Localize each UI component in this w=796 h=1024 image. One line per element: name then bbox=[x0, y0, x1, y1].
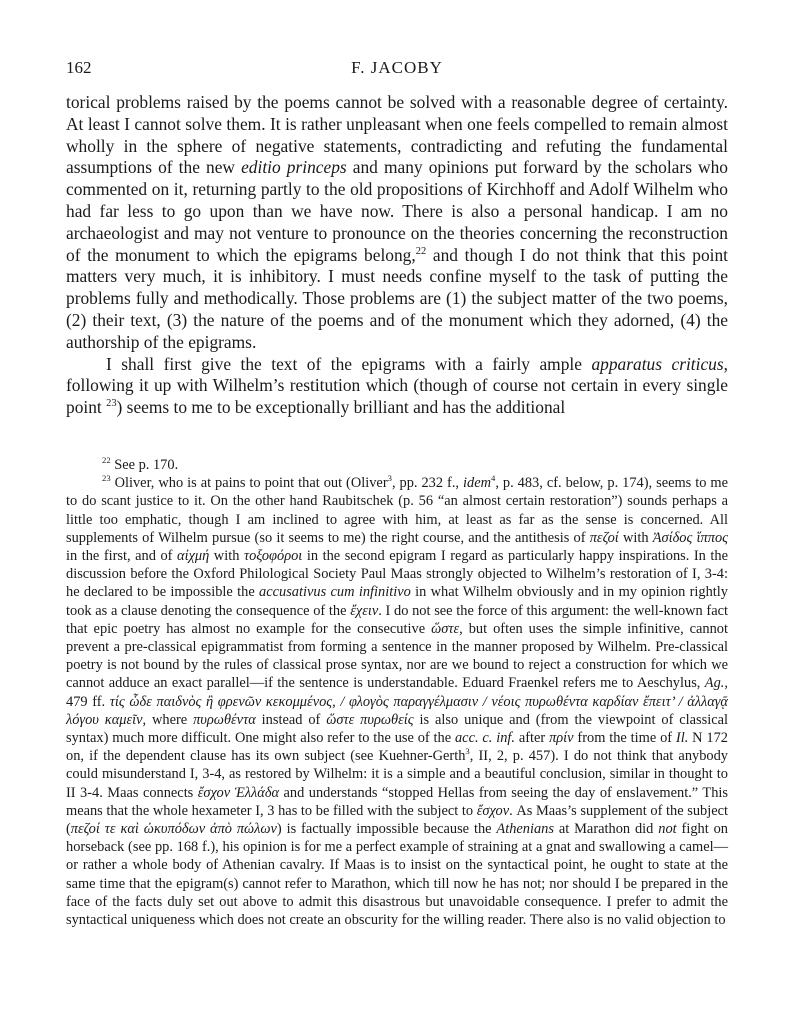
text-run: in the second epigram I regard as particularly happy inspirations. In the discussion before the Oxford Philological Society Paul Maas strongly objected to Wilhelm’s restoration of I, 3-4: he declared to be impossible the bbox=[66, 548, 728, 601]
text-run: N 172 on, if the dependent clause has its own subject (see Kuehner-Gerth bbox=[66, 730, 728, 765]
text-run: in what Wilhelm obviously and in my opinion rightly took as a clause denoting the consequence of the bbox=[66, 584, 728, 619]
greek-run: ἔσχον bbox=[476, 802, 510, 819]
footnotes bbox=[66, 456, 728, 929]
italic-run: not bbox=[658, 821, 677, 838]
greek-run: Ἀσίδος ἵππος bbox=[652, 529, 728, 546]
text-run: ) seems to me to be exceptionally brilliant and has the additional bbox=[116, 397, 566, 418]
text-run: I shall first give the text of the epigrams with a fairly ample bbox=[106, 353, 592, 374]
superscript: 3 bbox=[387, 473, 392, 484]
text-run: , p. 483, cf. below, p. 174), seems to me to do scant justice to it. On the other hand Raubitschek (p. 56 “an almost certain restoration”) sounds perhaps a little too emphatic, though I am inclined to agree with him, at least as far as the sense is concerned. All supplements of Wilhelm pursue (so it seems to me) the right course, and the antithesis of bbox=[66, 475, 728, 546]
text-run: , following it up with Wilhelm’s restitution which (though of course not certain in every single point bbox=[66, 353, 728, 418]
running-head bbox=[66, 58, 728, 82]
footnote-22 bbox=[66, 456, 728, 474]
greek-run: τίς ὧδε παιδνὸς ἢ φρενῶν κεκομμένος, / φλογὸς παραγγέλμασιν / νέοις πυρωθέντα καρδίαν ἔπειτ’ / ἀλλαγᾷ λόγου καμεῖν bbox=[66, 693, 728, 728]
text-run: torical problems raised by the poems cannot be solved with a reasonable degree of certainty. At least I cannot solve them. It is rather unpleasant when one feels compelled to remain almost wholly in the sphere of negative statements, contradicting and refuting the fundamental assumptions of the new bbox=[66, 92, 728, 178]
text-run: ) is factually impossible because the bbox=[276, 821, 497, 838]
text-run: at Marathon did bbox=[553, 821, 659, 838]
italic-run: idem bbox=[463, 475, 491, 492]
greek-run: ἔχειν bbox=[350, 602, 379, 619]
italic-run: Ag. bbox=[704, 675, 725, 692]
footnote-number: 23 bbox=[102, 473, 111, 484]
greek-run: αἰχμή bbox=[177, 548, 210, 565]
paragraph-2 bbox=[66, 354, 728, 419]
text-run: with bbox=[618, 529, 653, 546]
superscript: 4 bbox=[491, 473, 496, 484]
greek-run: ἔσχον Ἑλλάδα bbox=[197, 784, 280, 801]
italic-run: accusativus cum infinitivo bbox=[259, 584, 411, 601]
italic-run: Athenians bbox=[496, 821, 554, 838]
text-run: after bbox=[515, 730, 550, 747]
text-run: fight on horseback (see pp. 168 f.), his opinion is for me a perfect example of straining at a gnat and swallowing a camel—or rather a whole body of Athenian cavalry. If Maas is to insist on the syntactical point, he ought to state at the same time that the epigram(s) cannot refer to Marathon, which till now he has not; nor should I be prepared in the face of the facts duly set out above to admit this disastrous but unavoidable consequence. I prefer to admit the syntactical uniqueness which does not create an obscurity for the willing reader. There also is no valid objection to bbox=[66, 821, 728, 929]
text-run: and though I do not think that this point matters very much, it is inhibitory. I must needs confine myself to the task of putting the problems fully and methodically. Those problems are (1) the subject matter of the two poems, (2) their text, (3) the nature of the poems and of the monument which they adorned, (4) the authorship of the epigrams. bbox=[66, 244, 729, 352]
text-run: from the time of bbox=[573, 730, 676, 747]
greek-run: ὥστε bbox=[431, 620, 460, 637]
text-run: and many opinions put forward by the scholars who commented on it, returning partly to the old propositions of Kirchhoff and Adolf Wilhelm who had far less to go upon than we have now. There is also a personal handicap. I am no archaeologist and may not venture to pronounce on the theories concerning the reconstruction of the monument to which the epigrams belong, bbox=[66, 157, 729, 265]
text-run: with bbox=[209, 548, 244, 565]
footnote-ref-23[interactable]: 23 bbox=[106, 398, 117, 410]
footnote-23 bbox=[66, 474, 728, 929]
text-run: and understands “stopped Hellas from seeing the day of enslavement.” This means that the whole hexameter I, 3 has to be filled with the subject to bbox=[66, 784, 728, 819]
footnote-ref-22[interactable]: 22 bbox=[415, 245, 427, 257]
paragraph-1 bbox=[66, 92, 728, 354]
greek-run: πρίν bbox=[549, 730, 574, 747]
greek-run: πυρωθέντα bbox=[193, 711, 256, 728]
page-number: 162 bbox=[66, 58, 92, 77]
greek-run: πεζοί bbox=[589, 529, 619, 546]
text-run: in the first, and of bbox=[66, 548, 178, 565]
superscript: 3 bbox=[465, 746, 470, 757]
greek-run: ὥστε πυρωθείς bbox=[326, 711, 414, 728]
greek-run: πεζοί τε καὶ ὠκυπόδων ἀπὸ πώλων bbox=[70, 821, 277, 838]
greek-run: τοξοφόροι bbox=[243, 548, 303, 565]
text-run: Oliver, who is at pains to point that out (Oliver bbox=[110, 475, 388, 492]
footnote-text: See p. 170. bbox=[110, 457, 179, 473]
text-run: . I do not see the force of this argument: the well-known fact that epic poetry has almost no example for the consecutive bbox=[66, 602, 728, 637]
text-run: instead of bbox=[255, 711, 327, 728]
text-run: , but often uses the simple infinitive, cannot prevent a pre-classical epigrammatist from forming a sentence in the manner proposed by Wilhelm. Pre-classical poetry is not bound by the rules of classical prose syntax, nor are we bound to reject a construction for which we cannot adduce an exact parallel—if the sentence is understandable. Eduard Fraenkel refers me to Aeschylus, bbox=[66, 620, 729, 692]
text-run: , 479 ff. bbox=[66, 675, 728, 710]
italic-run: Il. bbox=[675, 730, 689, 747]
italic-run: acc. c. inf. bbox=[454, 730, 516, 747]
text-run: , II, 2, p. 457). I do not think that anybody could misunderstand I, 3-4, as restored by Wilhelm: it is a simple and a beautiful conclusion, similar in thought to II 3-4. Maas connects bbox=[66, 748, 728, 801]
footnote-number: 22 bbox=[102, 455, 111, 466]
text-run: . As Maas’s supplement of the subject ( bbox=[66, 802, 729, 838]
main-text bbox=[66, 92, 728, 419]
italic-run: apparatus criticus bbox=[591, 353, 724, 374]
text-run: , where bbox=[142, 711, 194, 728]
text-run: is also unique and (from the viewpoint of classical syntax) much more difficult. One might also refer to the use of the bbox=[66, 711, 728, 747]
italic-run: editio princeps bbox=[241, 157, 347, 178]
text-run: , pp. 232 f., bbox=[391, 475, 464, 492]
running-head-author: F. JACOBY bbox=[351, 58, 443, 77]
